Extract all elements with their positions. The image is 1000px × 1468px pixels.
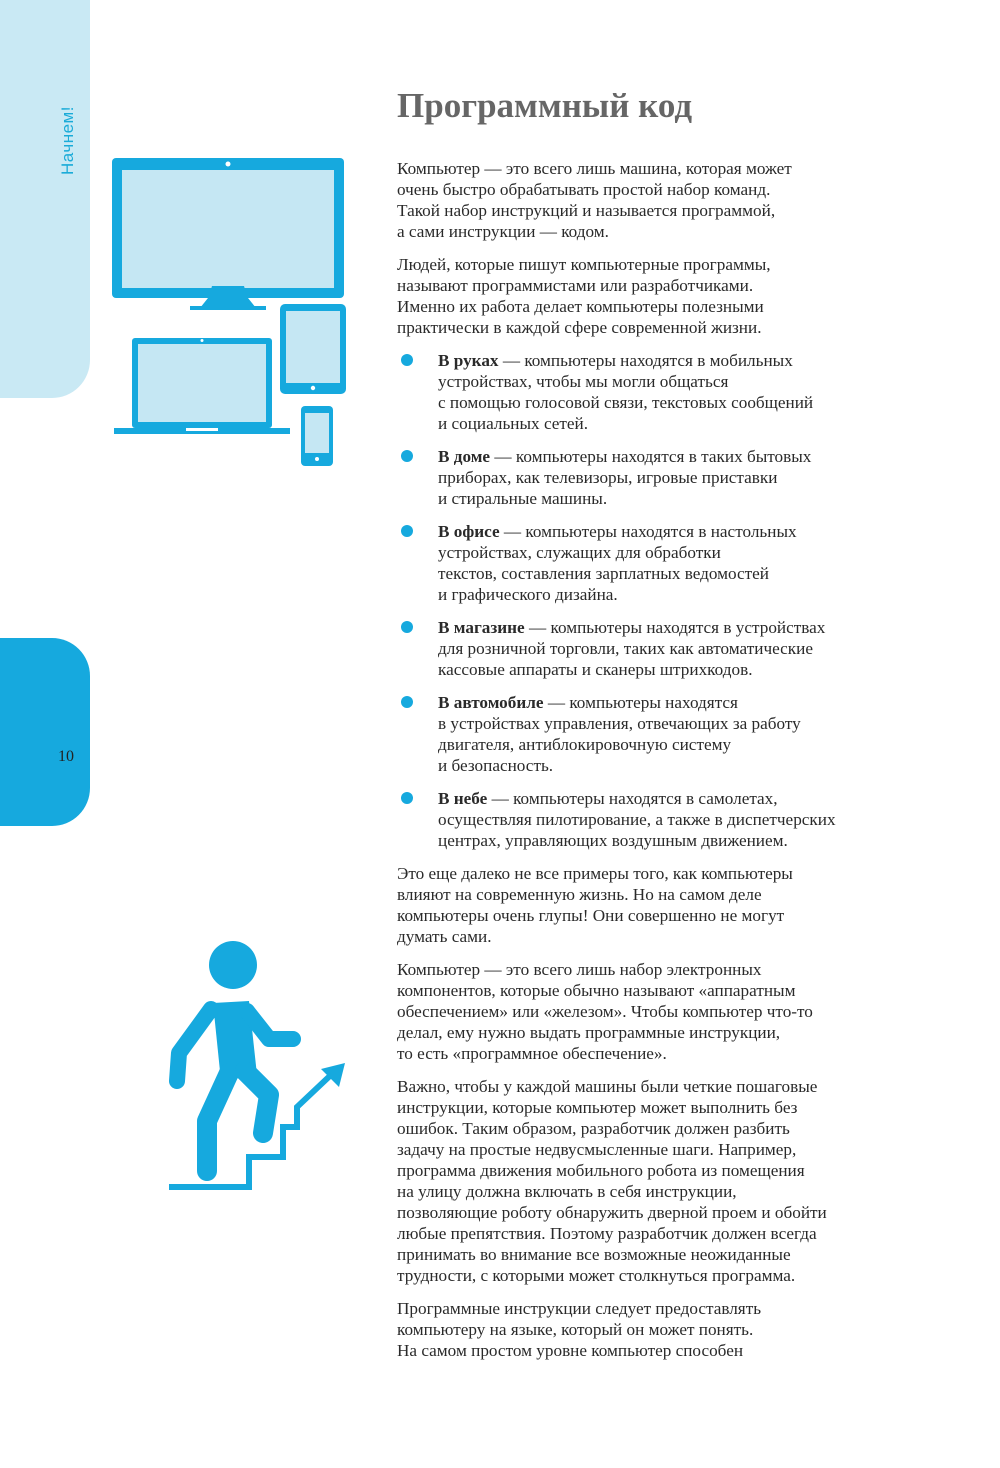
paragraph: Компьютер — это всего лишь набор электронных компонентов, которые обычно называют «аппаратным обеспечением» или «железом». Чтобы компьютер что-то делал, ему нужно выдать программные инструкции, то есть «программное обеспечение».: [397, 960, 813, 1063]
bullet-dot-icon: [401, 792, 413, 804]
climbing-stairs-icon: [165, 935, 355, 1195]
list-item: [397, 446, 897, 509]
paragraph: Это еще далеко не все примеры того, как компьютеры влияют на современную жизнь. Но на самом деле компьютеры очень глупы! Они совершенно не могут думать сами.: [397, 864, 793, 946]
bullet-dot-icon: [401, 525, 413, 537]
list-item-text: — компьютеры находятся в таких бытовых приборах, как телевизоры, игровые приставки и стиральные машины.: [438, 447, 812, 508]
section-tab-label-holder: [0, 0, 90, 398]
list-item-text: — компьютеры находятся в устройствах управления, отвечающих за работу двигателя, антиблокировочную систему и безопасность.: [438, 693, 801, 775]
list-item-term: В доме: [438, 447, 491, 466]
section-label: Начнем!: [58, 106, 77, 175]
list-item: [397, 350, 897, 434]
bullet-list: [397, 350, 897, 851]
paragraph: Компьютер — это всего лишь машина, которая может очень быстро обрабатывать простой набор команд. Такой набор инструкций и называется программой, а сами инструкции — кодом.: [397, 159, 792, 241]
list-item-term: В небе: [438, 789, 488, 808]
list-item-text: — компьютеры находятся в мобильных устройствах, чтобы мы могли общаться с помощью голосовой связи, текстовых сообщений и социальных сетей.: [438, 351, 814, 433]
list-item: [397, 788, 897, 851]
bullet-dot-icon: [401, 621, 413, 633]
paragraph: Людей, которые пишут компьютерные программы, называют программистами или разработчиками. Именно их работа делает компьютеры полезными практически в каждой сфере современной жизни.: [397, 255, 771, 337]
bullet-dot-icon: [401, 354, 413, 366]
bullet-dot-icon: [401, 450, 413, 462]
list-item-text: — компьютеры находятся в настольных устройствах, служащих для обработки текстов, составления зарплатных ведомостей и графического дизайна.: [438, 522, 797, 604]
devices-icon: [112, 158, 352, 470]
list-item: [397, 692, 897, 776]
list-item: [397, 617, 897, 680]
list-item-term: В автомобиле: [438, 693, 544, 712]
page-number-tab: [0, 638, 90, 826]
list-item: [397, 521, 897, 605]
paragraph: Важно, чтобы у каждой машины были четкие пошаговые инструкции, которые компьютер может выполнить без ошибок. Таким образом, разработчик должен разбить задачу на простые недвусмысленные шаги. Например, программа движения мобильного робота из помещения на улицу должна включать в себя инструкции, позволяющие роботу обнаружить дверной проем и обойти любые препятствия. Поэтому разработчик должен всегда принимать во внимание все возможные неожиданные трудности, с которыми может столкнуться программа.: [397, 1077, 827, 1285]
bullet-dot-icon: [401, 696, 413, 708]
page-title: Программный код: [397, 86, 693, 125]
list-item-term: В руках: [438, 351, 499, 370]
page-number: 10: [58, 748, 74, 765]
body-text: [397, 158, 897, 1373]
list-item-term: В магазине: [438, 618, 525, 637]
list-item-term: В офисе: [438, 522, 500, 541]
list-item-text: — компьютеры находятся в устройствах для розничной торговли, таких как автоматические кассовые аппараты и сканеры штрихкодов.: [438, 618, 826, 679]
paragraph: Программные инструкции следует предоставлять компьютеру на языке, который он может понять. На самом простом уровне компьютер способен: [397, 1299, 762, 1360]
list-item-text: — компьютеры находятся в самолетах, осуществляя пилотирование, а также в диспетчерских центрах, управляющих воздушным движением.: [438, 789, 836, 850]
